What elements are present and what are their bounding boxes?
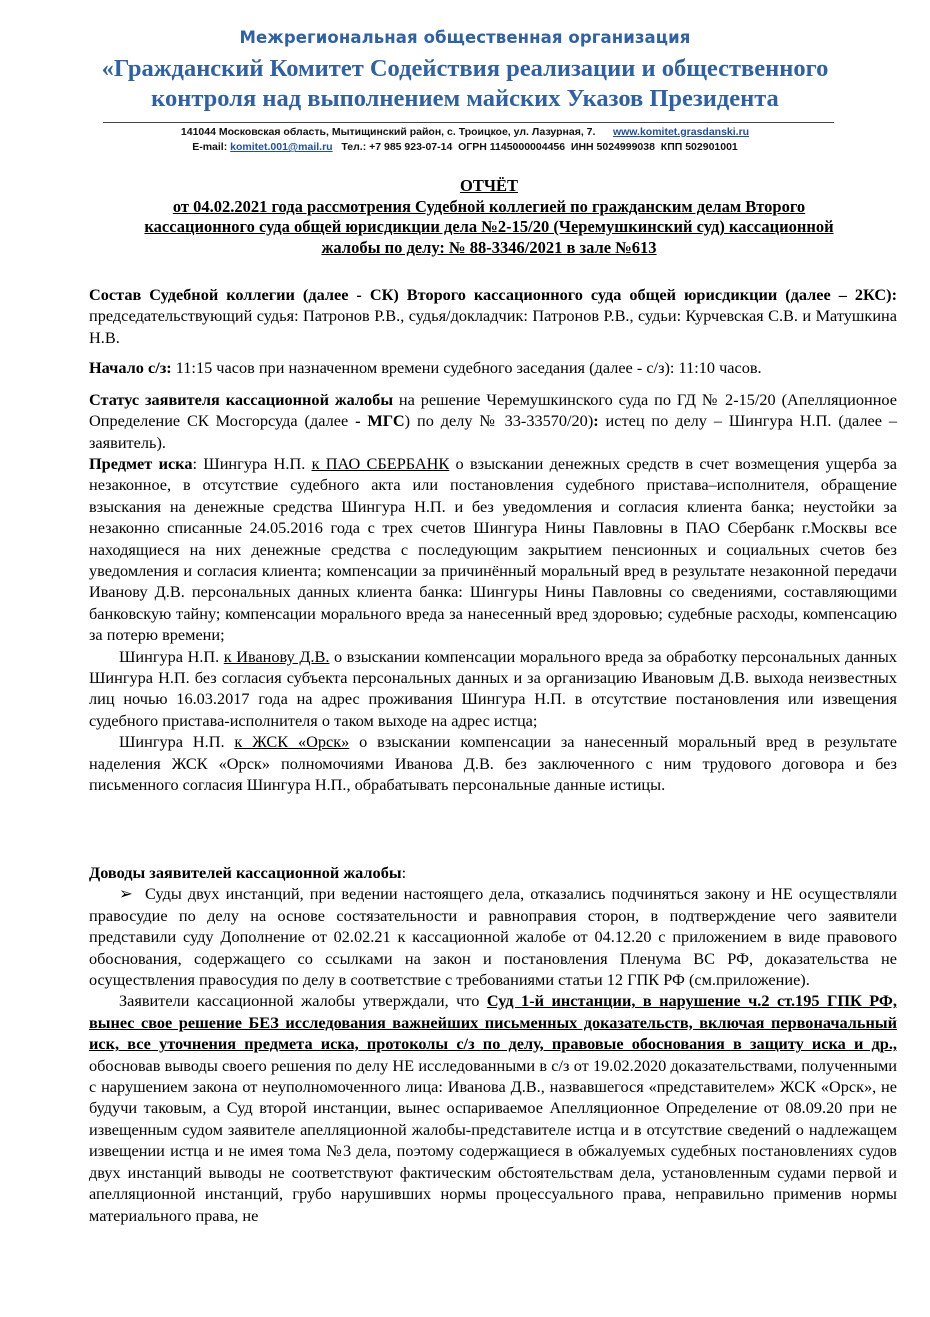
start-label: Начало с/з:: [89, 358, 172, 377]
arguments-p2-start: Заявители кассационной жалобы утверждали, что: [119, 991, 487, 1011]
org-name-line-2: контроля над выполнением майских Указов Президента: [151, 85, 779, 112]
status-paragraph: [89, 389, 897, 453]
website-link[interactable]: www.komitet.grasdanski.ru: [612, 126, 750, 138]
composition-label: Состав Судебной коллегии (далее - СК) Второго кассационного суда общей юрисдикции (далее – 2КС):: [89, 285, 897, 304]
contact-details: Тел.: +7 985 923-07-14 ОГРН 1145000004456 ИНН 5024999038 КПП 502901001: [341, 141, 738, 153]
contact-line-1: [0, 126, 930, 138]
arguments-label: Доводы заявителей кассационной жалобы: [89, 863, 402, 882]
claim-paragraph-3: [89, 731, 897, 795]
arguments-colon: :: [401, 863, 407, 882]
claim-paragraph-2: [89, 646, 897, 732]
status-text-3: истец по делу – Шингура Н.П. (далее – заявитель).: [89, 411, 898, 452]
arrow-bullet-icon: ➢: [119, 884, 133, 904]
arguments-paragraph-2: [89, 990, 897, 1225]
arguments-p2-text: обосновав выводы своего решения по делу НЕ исследованными в с/з от 19.02.2020 доказательствами, полученными с нарушением закона от неуполномоченного лица: Иванова Д.В., назвавшегося «представителем» ЖСК «Орск», не будучи таковым, а Суд второй инстанции, вынес оспариваемое Апелляционное Определение от 08.09.20 при не извещенным судом заявителе апелляционной жалобы-представителе истца и в отсутствие сведений о надлежащем извещении истца и не имея тома №3 дела, поэтому содержащиеся в обжалуемых судебных постановлениях судов двух инстанций выводы не соответствуют фактическим обстоятельствам дела, установленным судами первой и апелляционной инстанций, грубо нарушивших нормы процессуального права, неправильно применив нормы материального права, не: [89, 1055, 897, 1225]
report-heading: [90, 176, 888, 258]
composition-paragraph: [89, 284, 897, 348]
claim-p3-text: о взыскании компенсации за нанесенный моральный вред в результате наделения ЖСК «Орск» полномочиями Иванова Д.В. без заключенного с ним трудового договора и без письменного согласия Шингура Н.П., обрабатывать персональные данные истицы.: [89, 732, 897, 795]
status-mgs: - МГС: [355, 411, 405, 431]
report-subtitle-line-2: кассационного суда общей юрисдикции дела №2-15/20 (Черемушкинский суд) кассационной: [144, 217, 834, 236]
org-type: Межрегиональная общественная организация: [239, 28, 691, 47]
start-text: 11:15 часов при назначенном времени судебного заседания (далее - с/з): 11:10 часов.: [171, 358, 762, 377]
report-subtitle-line-3: жалобы по делу: № 88-3346/2021 в зале №613: [321, 237, 657, 257]
status-text-2: ) по делу № 33-33570/20): [404, 411, 594, 431]
address: 141044 Московская область, Мытищинский район, с. Троицкое, ул. Лазурная, 7.: [180, 126, 596, 138]
claim-defendant-sberbank: к ПАО СБЕРБАНК: [311, 454, 450, 473]
status-text-1: на решение Черемушкинского суда по ГД № 2-15/20 (Апелляционное Определение СК Мосгорсуда (далее: [89, 390, 897, 431]
claim-paragraph-1: [89, 453, 897, 646]
org-name: [60, 54, 870, 114]
claim-defendant-zhsk: к ЖСК «Орск»: [234, 732, 350, 752]
header-divider: [103, 122, 834, 123]
contact-line-2: [0, 141, 930, 153]
start-paragraph: [89, 357, 897, 378]
claim-p2-start: Шингура Н.П.: [119, 646, 224, 666]
claim-p1-start: : Шингура Н.П.: [192, 454, 312, 473]
arguments-section: [89, 862, 897, 1226]
composition-text: председательствующий судья: Патронов Р.В., судья/докладчик: Патронов Р.В., судьи: Курчевская С.В. и Матушкина Н.В.: [89, 306, 897, 347]
claim-p2-text: о взыскании компенсации морального вреда за обработку персональных данных Шингура Н.П. без согласия субъекта персональных данных и за организацию Ивановым Д.В. выхода неизвестных лиц ночью 16.03.2017 года на адрес проживания Шингура Н.П. в отсутствие постановления или извещения судебного пристава-исполнителя о таком выходе на адрес истца;: [89, 646, 897, 730]
claim-label: Предмет иска: [89, 454, 193, 473]
arguments-bullet-1: [89, 883, 897, 990]
email-link[interactable]: komitet.001@mail.ru: [230, 141, 333, 153]
claim-p3-start: Шингура Н.П.: [119, 732, 235, 752]
status-label: Статус заявителя кассационной жалобы: [89, 390, 394, 409]
report-subtitle-line-1: от 04.02.2021 года рассмотрения Судебной коллегией по гражданским делам Второго: [172, 196, 806, 216]
status-colon: :: [593, 411, 599, 431]
claim-defendant-ivanov: к Иванову Д.В.: [223, 646, 330, 666]
arguments-p2-emphasis: Суд 1-й инстанции, в нарушение ч.2 ст.195 ГПК РФ, вынес свое решение БЕЗ исследования важнейших письменных доказательств, включая первоначальный иск, все уточнения предмета иска, протоколы с/з по делу, правовые обоснования в защиту иска и др.,: [89, 991, 897, 1054]
claim-p1-text: о взыскании денежных средств в счет возмещения ущерба за незаконное, в отсутствие судебного акта или постановления судебного пристава–исполнителя, обращение взыскания на денежные средства Шингура Н.П. и без уведомления и согласия клиента банка; неустойки за незаконно списанные 24.05.2016 года с трех счетов Шингура Нины Павловны в ПАО Сбербанк г.Москвы все находящиеся на них денежные средства с последующим закрытием пенсионных и социальных счетов без уведомления и согласия клиента; компенсации за причинённый моральный вред в результате незаконной передачи Иванову Д.В. персональных данных клиента банка: Шингуры Нины Павловны со сведениями, составляющими банковскую тайну; компенсации морального вреда за нанесенный вред здоровью; судебные расходы, компенсацию за потерю времени;: [89, 454, 898, 645]
arguments-bullet-1-text: Суды двух инстанций, при ведении настоящего дела, отказались подчиняться закону и НЕ осуществляли правосудие по делу на основе состязательности и равноправия сторон, в подтверждение чего заявители представили суду Дополнение от 02.02.21 к кассационной жалобе от 04.12.20 с приложением в виде правового обоснования, содержащего со ссылками на закон и постановления Пленума ВС РФ, доказательства не осуществления правосудия по делу в соответствие с требованиями статьи 12 ГПК РФ (см.приложение).: [89, 884, 897, 990]
claim-section: [89, 453, 897, 796]
org-name-line-1: «Гражданский Комитет Содействия реализации и общественного: [101, 55, 829, 82]
arguments-heading: [89, 862, 897, 883]
report-title: ОТЧЁТ: [460, 176, 518, 195]
email-label: E-mail:: [192, 141, 228, 153]
